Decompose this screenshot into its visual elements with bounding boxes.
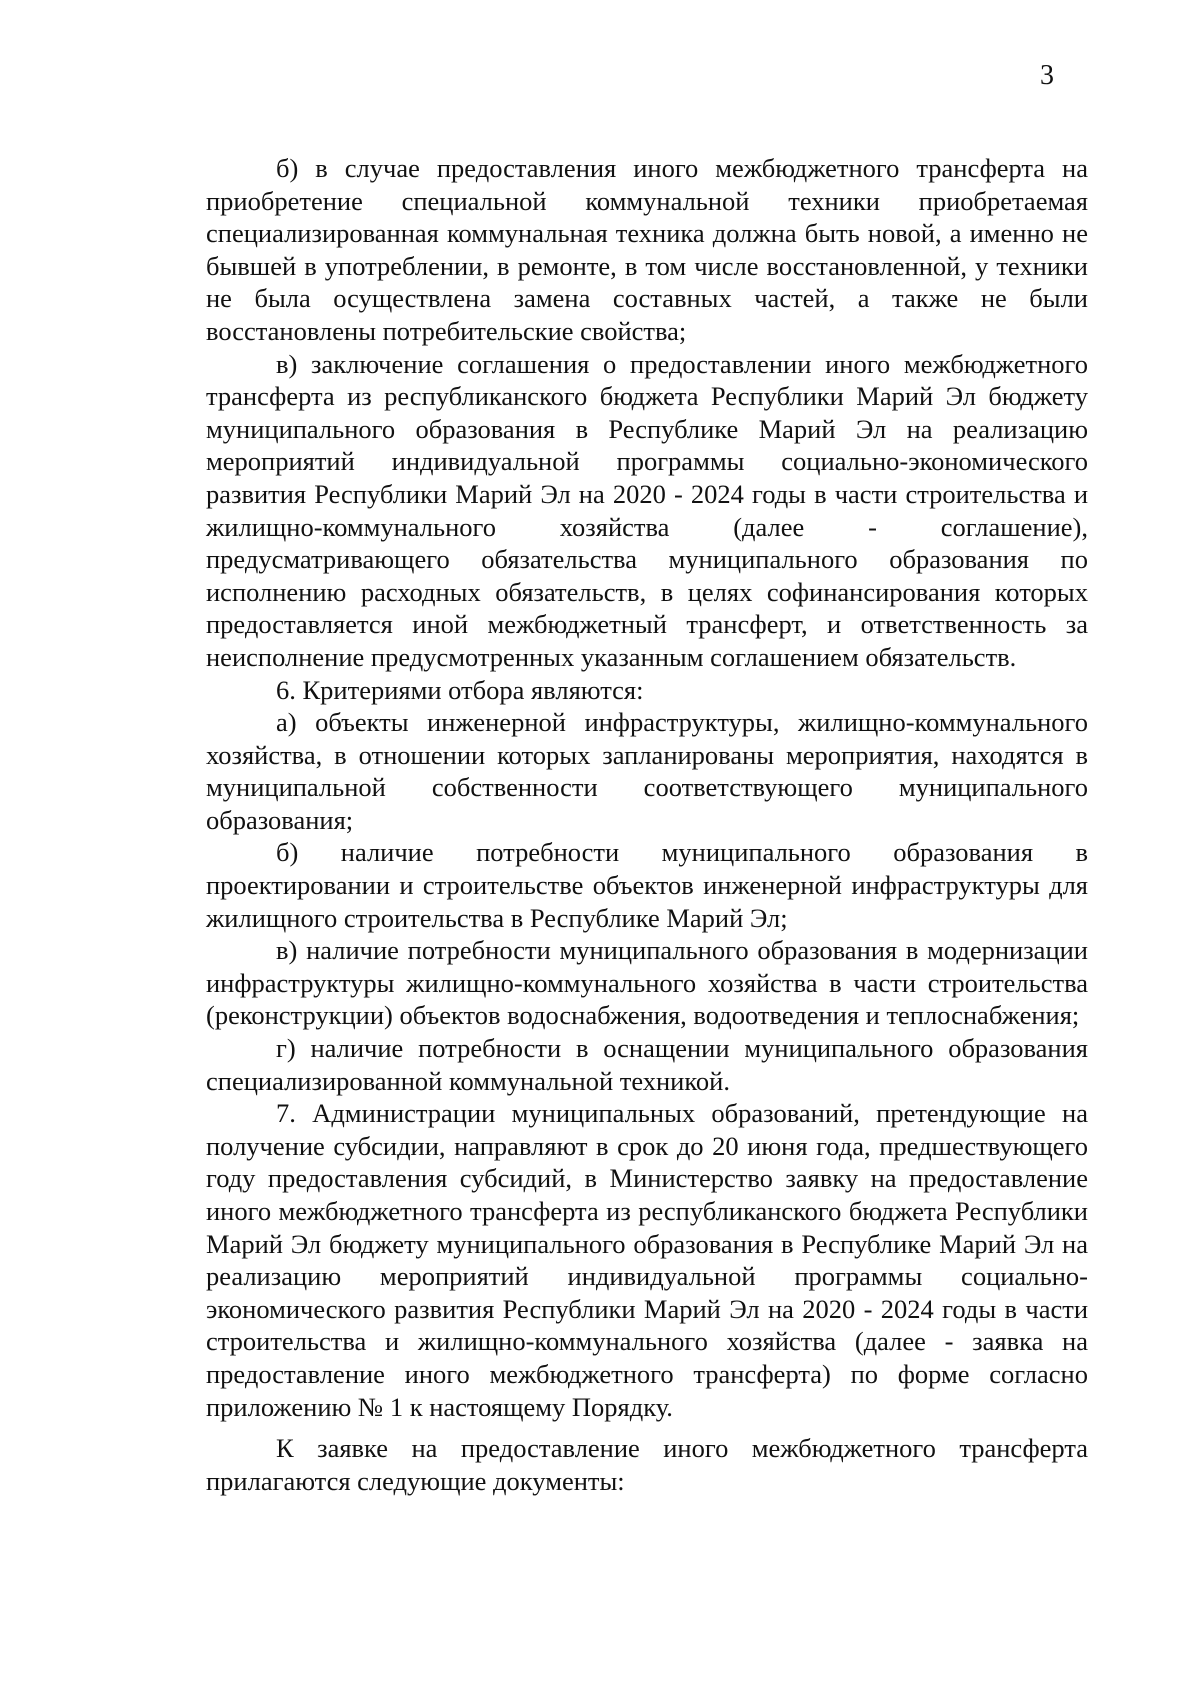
- document-body: [206, 152, 1088, 1497]
- criterion-v: в) наличие потребности муниципального образования в модернизации инфраструктуры жилищно-коммунального хозяйства в части строительства (реконструкции) объектов водоснабжения, водоотведения и теплоснабжения;: [206, 935, 1088, 1031]
- section-6-heading: 6. Критериями отбора являются:: [276, 674, 644, 705]
- attachments-intro: К заявке на предоставление иного межбюджетного трансферта прилагаются следующие документы:: [206, 1433, 1088, 1496]
- paragraph-v-agreement: в) заключение соглашения о предоставлении иного межбюджетного трансферта из республиканского бюджета Республики Марий Эл бюджету муниципального образования в Республике Марий Эл на реализацию мероприятий индивидуальной программы социально-экономического развития Республики Марий Эл на 2020 - 2024 годы в части строительства и жилищно-коммунального хозяйства (далее - соглашение), предусматривающего обязательства муниципального образования по исполнению расходных обязательств, в целях софинансирования которых предоставляется иной межбюджетный трансферт, и ответственность за неисполнение предусмотренных указанным соглашением обязательств.: [206, 348, 1088, 672]
- criterion-a: а) объекты инженерной инфраструктуры, жилищно-коммунального хозяйства, в отношении которых запланированы мероприятия, находятся в муниципальной собственности соответствующего муниципального образования;: [206, 707, 1088, 835]
- paragraph-b-new-equipment: б) в случае предоставления иного межбюджетного трансферта на приобретение специальной коммунальной техники приобретаемая специализированная коммунальная техника должна быть новой, а именно не бывшей в употреблении, в ремонте, в том числе восстановленной, у техники не была осуществлена замена составных частей, а также не были восстановлены потребительские свойства;: [206, 153, 1088, 346]
- criterion-g: г) наличие потребности в оснащении муниципального образования специализированной коммунальной техникой.: [206, 1033, 1088, 1096]
- page-number: 3: [1040, 60, 1054, 91]
- section-7-paragraph: 7. Администрации муниципальных образований, претендующие на получение субсидии, направляют в срок до 20 июня года, предшествующего году предоставления субсидий, в Министерство заявку на предоставление иного межбюджетного трансферта из республиканского бюджета Республики Марий Эл бюджету муниципального образования в Республике Марий Эл на реализацию мероприятий индивидуальной программы социально-экономического развития Республики Марий Эл на 2020 - 2024 годы в части строительства и жилищно-коммунального хозяйства (далее - заявка на предоставление иного межбюджетного трансферта) по форме согласно приложению № 1 к настоящему Порядку.: [206, 1098, 1088, 1422]
- criterion-b: б) наличие потребности муниципального образования в проектировании и строительстве объектов инженерной инфраструктуры для жилищного строительства в Республике Марий Эл;: [206, 837, 1088, 933]
